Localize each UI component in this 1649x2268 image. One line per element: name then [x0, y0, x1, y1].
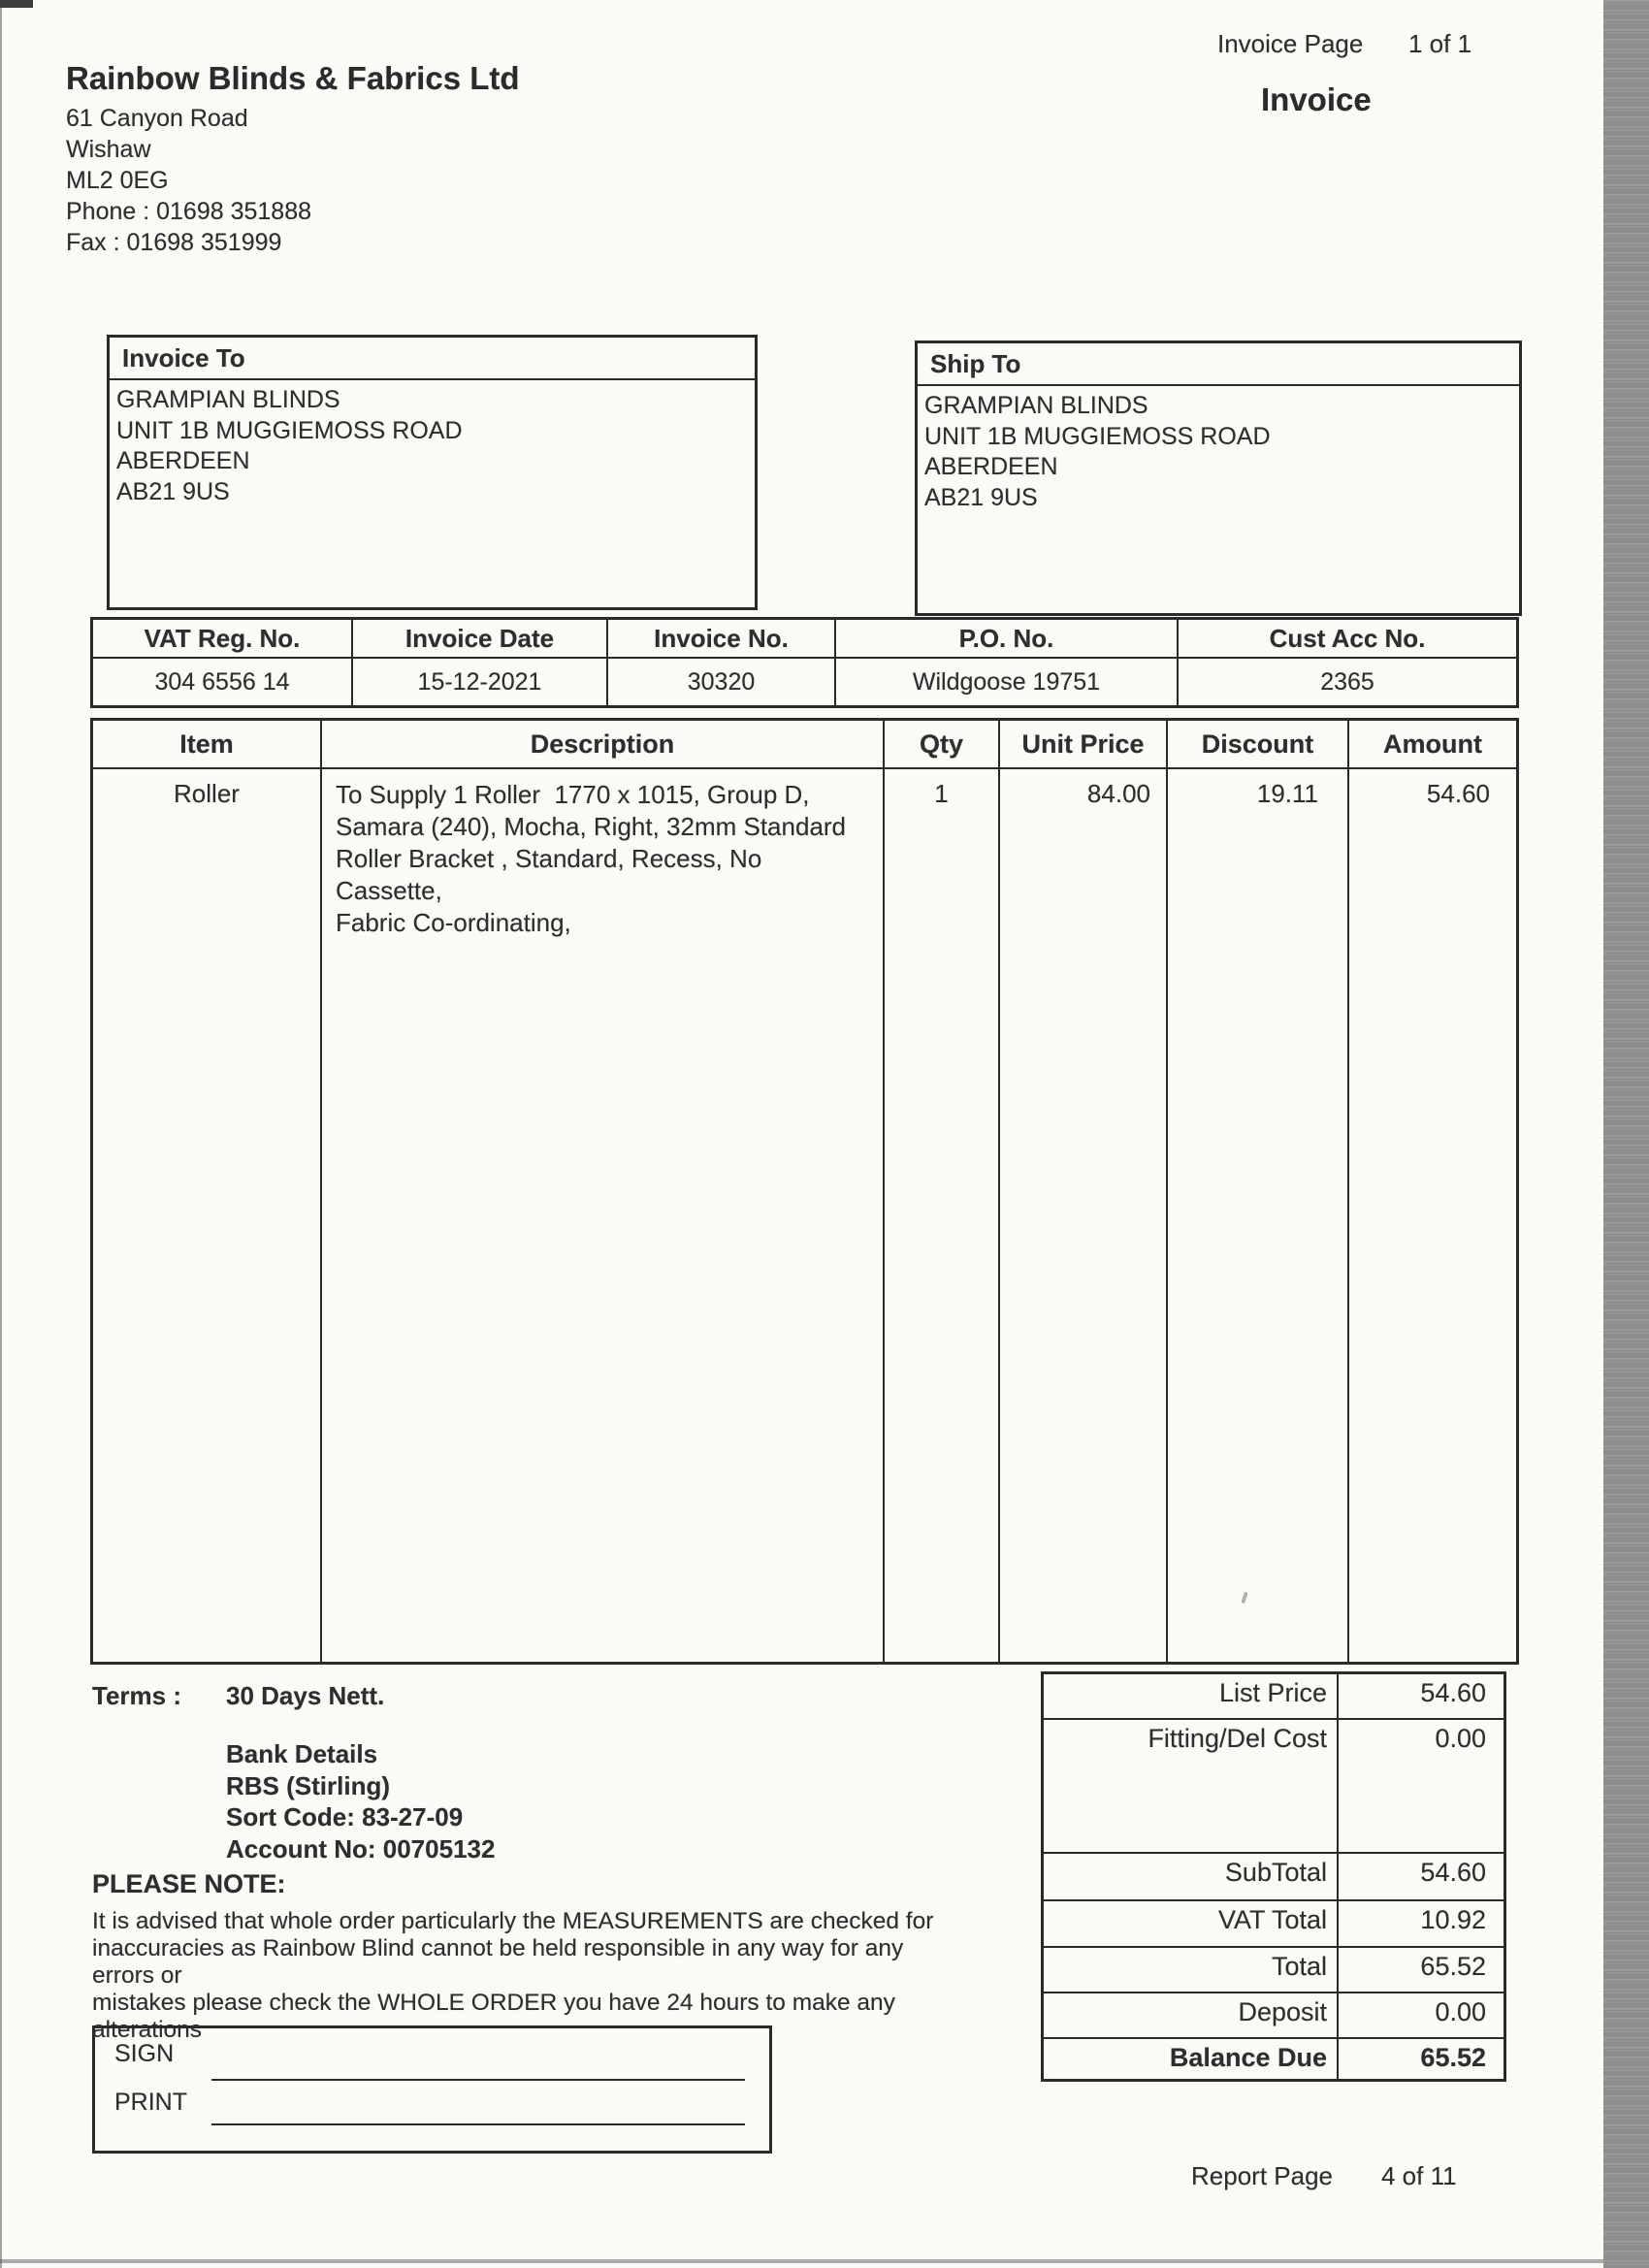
balance-due-value: 65.52 — [1420, 2043, 1486, 2072]
company-fax: Fax : 01698 351999 — [66, 229, 282, 256]
vat-reg-no-value: 304 6556 14 — [154, 667, 290, 696]
terms-label: Terms : — [92, 1681, 181, 1710]
print-label: PRINT — [114, 2089, 187, 2116]
total-value: 65.52 — [1420, 1952, 1486, 1981]
description-line: Roller Bracket , Standard, Recess, No Cassette, — [336, 844, 769, 905]
invoice-to-line: AB21 9US — [116, 477, 230, 505]
info-header-row — [93, 620, 1516, 659]
item-header: Item — [93, 721, 320, 769]
invoice-to-line: UNIT 1B MUGGIEMOSS ROAD — [116, 416, 463, 444]
amount-header: Amount — [1349, 721, 1516, 769]
invoice-no-header: Invoice No. — [606, 620, 834, 657]
amount-cell: 54.60 — [1426, 779, 1490, 808]
invoice-to-address — [110, 380, 755, 507]
deposit-value: 0.00 — [1435, 1997, 1486, 2026]
vat-total-label: VAT Total — [1044, 1901, 1339, 1946]
amount-column — [1347, 721, 1516, 1662]
company-address-line1: 61 Canyon Road — [66, 105, 248, 132]
company-phone: Phone : 01698 351888 — [66, 198, 312, 225]
note-line: mistakes please check the WHOLE ORDER you have 24 hours to make any alterations — [92, 1990, 895, 2043]
line-items-table — [90, 718, 1519, 1665]
ship-to-line: UNIT 1B MUGGIEMOSS ROAD — [924, 422, 1271, 450]
unit-price-column — [998, 721, 1166, 1662]
qty-header: Qty — [885, 721, 998, 769]
balance-due-row — [1044, 2039, 1504, 2079]
sign-label: SIGN — [114, 2040, 175, 2067]
totals-table — [1041, 1671, 1506, 2082]
invoice-title: Invoice — [1261, 81, 1372, 117]
unit-price-cell: 84.00 — [1086, 779, 1150, 808]
bank-name: RBS (Stirling) — [226, 1770, 390, 1800]
qty-column — [883, 721, 998, 1662]
list-price-value: 54.60 — [1420, 1678, 1486, 1707]
bank-account-no: Account No: 00705132 — [226, 1833, 496, 1863]
fitting-del-cost-label: Fitting/Del Cost — [1044, 1720, 1339, 1852]
description-header: Description — [322, 721, 883, 769]
invoice-date-header: Invoice Date — [351, 620, 606, 657]
ship-to-line: AB21 9US — [924, 483, 1038, 511]
scanner-bottom-line — [0, 2259, 1603, 2263]
please-note-title: PLEASE NOTE: — [92, 1869, 286, 1898]
note-line: inaccuracies as Rainbow Blind cannot be held responsible in any way for any errors or — [92, 1935, 904, 1989]
info-values-row — [93, 659, 1516, 705]
invoice-info-table — [90, 617, 1519, 708]
total-label: Total — [1044, 1948, 1339, 1992]
ship-to-line: GRAMPIAN BLINDS — [924, 392, 1148, 419]
invoice-to-box — [107, 335, 758, 610]
fitting-del-cost-value: 0.00 — [1435, 1724, 1486, 1753]
discount-header: Discount — [1168, 721, 1347, 769]
ship-to-box — [915, 340, 1522, 616]
cust-acc-no-value: 2365 — [1177, 659, 1516, 705]
sign-line — [211, 2079, 745, 2081]
scanner-edge-band — [1603, 0, 1649, 2268]
scanner-left-line — [0, 0, 2, 2268]
qty-cell: 1 — [934, 779, 949, 808]
ship-to-line: ABERDEEN — [924, 453, 1058, 480]
bank-sort-code: Sort Code: 83-27-09 — [226, 1802, 464, 1831]
deposit-row — [1044, 1993, 1504, 2039]
company-address — [66, 103, 311, 258]
ship-to-title: Ship To — [918, 343, 1519, 386]
description-line: Fabric Co-ordinating, — [336, 908, 571, 937]
fitting-del-cost-row — [1044, 1720, 1504, 1854]
bank-details-title: Bank Details — [226, 1739, 378, 1768]
description-line: Samara (240), Mocha, Right, 32mm Standard — [336, 812, 847, 841]
discount-cell: 19.11 — [1256, 779, 1318, 808]
company-postcode: ML2 0EG — [66, 167, 169, 194]
discount-column — [1166, 721, 1347, 1662]
invoice-date-value: 15-12-2021 — [351, 659, 606, 705]
ship-to-address — [918, 386, 1519, 513]
print-line — [211, 2123, 745, 2125]
po-no-header: P.O. No. — [834, 620, 1177, 657]
signature-box — [92, 2025, 772, 2154]
item-cell: Roller — [174, 779, 240, 808]
total-row — [1044, 1948, 1504, 1993]
please-note-text — [92, 1908, 965, 2044]
note-line: It is advised that whole order particularly the MEASUREMENTS are checked for — [92, 1908, 934, 1934]
vat-total-value: 10.92 — [1420, 1905, 1486, 1934]
po-no-value: Wildgoose 19751 — [834, 659, 1177, 705]
terms-value: 30 Days Nett. — [226, 1681, 385, 1710]
report-page-label: Report Page — [1191, 2161, 1333, 2190]
deposit-label: Deposit — [1044, 1993, 1339, 2037]
invoice-page-value: 1 of 1 — [1408, 29, 1472, 58]
company-name: Rainbow Blinds & Fabrics Ltd — [66, 60, 520, 96]
bank-details — [226, 1738, 495, 1864]
subtotal-row — [1044, 1854, 1504, 1901]
company-address-line2: Wishaw — [66, 136, 151, 163]
list-price-label: List Price — [1044, 1674, 1339, 1718]
list-price-row — [1044, 1674, 1504, 1720]
invoice-to-title: Invoice To — [110, 338, 755, 380]
description-column — [320, 721, 883, 1662]
vat-reg-no-header: VAT Reg. No. — [144, 623, 301, 653]
balance-due-label: Balance Due — [1044, 2039, 1339, 2079]
unit-price-header: Unit Price — [1000, 721, 1166, 769]
invoice-page-label: Invoice Page — [1217, 29, 1364, 58]
description-line: To Supply 1 Roller 1770 x 1015, Group D, — [336, 780, 810, 809]
vat-total-row — [1044, 1901, 1504, 1948]
invoice-to-line: GRAMPIAN BLINDS — [116, 386, 340, 413]
invoice-no-value: 30320 — [606, 659, 834, 705]
subtotal-label: SubTotal — [1044, 1854, 1339, 1899]
invoice-to-line: ABERDEEN — [116, 447, 250, 474]
cust-acc-no-header: Cust Acc No. — [1177, 620, 1516, 657]
description-cell — [322, 769, 883, 1662]
item-column — [93, 721, 320, 1662]
scanner-corner-mark — [0, 0, 33, 8]
report-page-value: 4 of 11 — [1381, 2161, 1457, 2190]
subtotal-value: 54.60 — [1420, 1858, 1486, 1887]
